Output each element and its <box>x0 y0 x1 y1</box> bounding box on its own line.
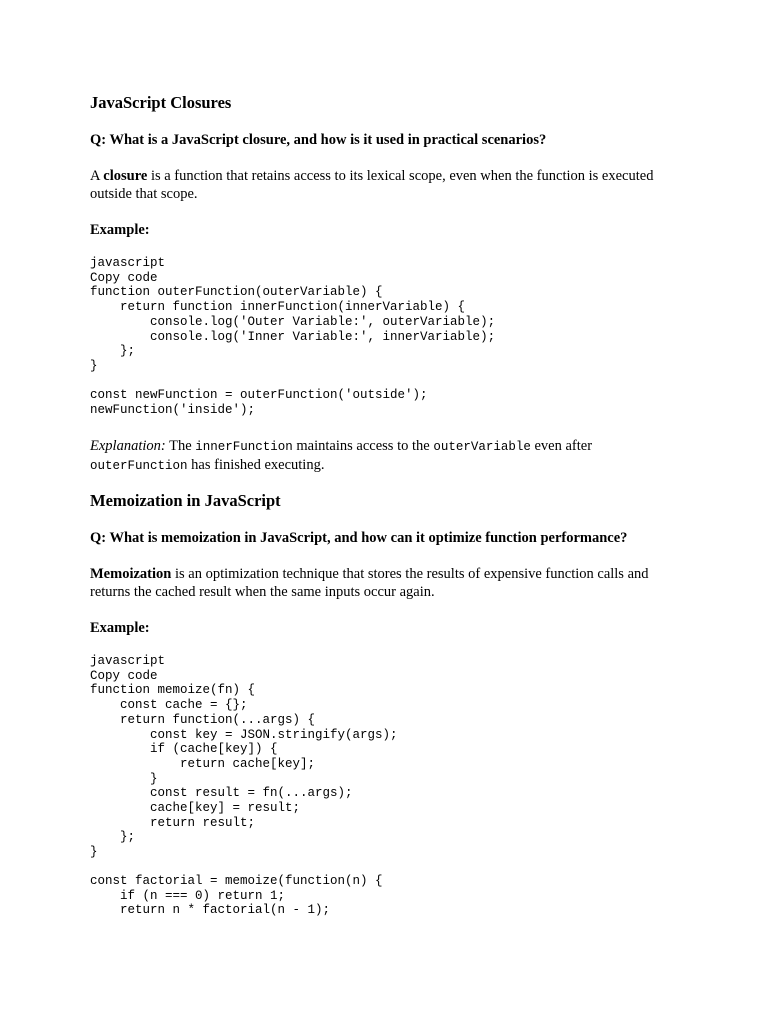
section-title-memoization: Memoization in JavaScript <box>90 491 281 510</box>
definition-term: closure <box>103 168 148 184</box>
inline-code-outervariable: outerVariable <box>433 440 531 454</box>
inline-code-outerfunction: outerFunction <box>90 459 188 473</box>
closure-definition <box>90 167 690 203</box>
section-title-closures: JavaScript Closures <box>90 93 232 112</box>
question-memoization: Q: What is memoization in JavaScript, and how can it optimize function performance? <box>90 530 628 546</box>
definition-rest: is a function that retains access to its lexical scope, even when the function is executed outside that scope. <box>90 168 654 202</box>
example-label-memoization: Example: <box>90 620 150 636</box>
explanation-text-3: even after <box>530 438 593 454</box>
memoization-definition <box>90 565 690 601</box>
code-block-closures-2: const newFunction = outerFunction('outside'); newFunction('inside'); <box>90 388 428 417</box>
inline-code-innerfunction: innerFunction <box>195 440 293 454</box>
definition-term-memoization: Memoization <box>90 566 172 582</box>
explanation-text-1: The <box>165 438 196 454</box>
definition-lead: A <box>90 168 104 184</box>
definition-rest-memoization: is an optimization technique that stores the results of expensive function calls and returns the cached result when the same inputs occur again. <box>90 566 649 600</box>
question-closures: Q: What is a JavaScript closure, and how is it used in practical scenarios? <box>90 132 547 148</box>
explanation-text-2: maintains access to the <box>292 438 434 454</box>
code-block-memoization-1: javascript Copy code function memoize(fn) { const cache = {}; return function(...args) { const key = JSON.stringify(args); if (cache[key]) { return cache[key]; } const result = fn(...args); cache[key] = result; return result; }; } <box>90 654 398 860</box>
code-block-memoization-2: const factorial = memoize(function(n) { if (n === 0) return 1; return n * factorial(n - 1); <box>90 874 383 918</box>
explanation-text-4: has finished executing. <box>187 457 325 473</box>
code-block-closures-1: javascript Copy code function outerFunction(outerVariable) { return function innerFunction(innerVariable) { console.log('Outer Variable:', outerVariable); console.log('Inner Variable:', innerVariable); }; } <box>90 256 496 373</box>
explanation-label: Explanation: <box>90 438 166 454</box>
closure-explanation <box>90 437 690 475</box>
example-label-closures: Example: <box>90 222 150 238</box>
